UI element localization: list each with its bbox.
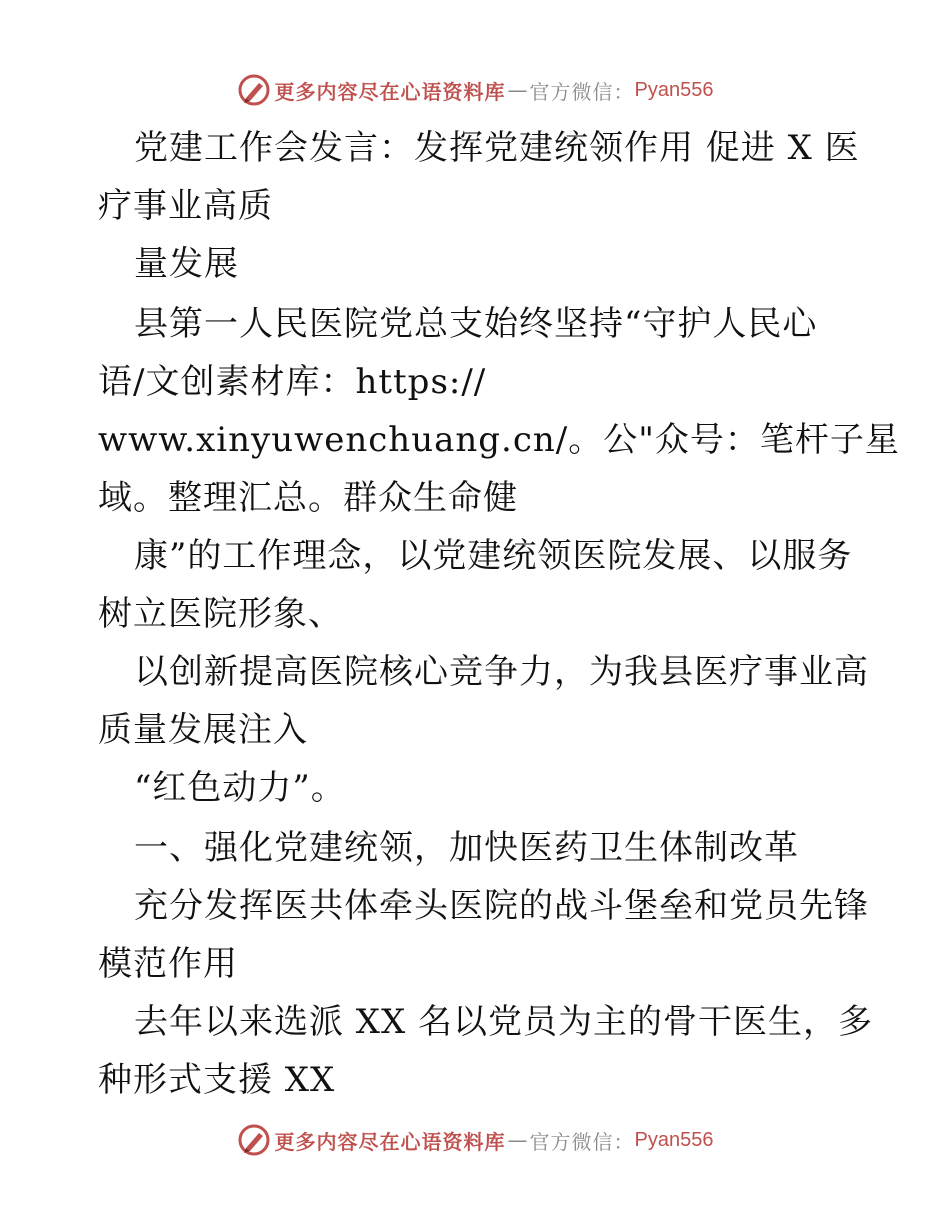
text-line: 树立医院形象、 (98, 594, 343, 634)
footer-watermark-banner (0, 1120, 950, 1160)
banner-wechat-id: Pyan556 (634, 1128, 714, 1151)
text-line: www.xinyuwenchuang.cn/。公"众号：笔杆子星 (98, 420, 900, 460)
banner-wechat-id: Pyan556 (634, 78, 714, 101)
banner-main-text: 更多内容尽在心语资料库 (274, 1129, 506, 1154)
text-line: “红色动力”。 (134, 768, 346, 808)
text-line: 域。整理汇总。群众生命健 (98, 478, 518, 518)
text-line: 党建工作会发言：发挥党建统领作用 促进 X 医 (134, 128, 860, 168)
text-line: 量发展 (134, 244, 239, 284)
text-line: 县第一人民医院党总支始终坚持“守护人民心 (134, 304, 818, 344)
text-line: 模范作用 (98, 944, 238, 984)
text-line: 质量发展注入 (98, 710, 308, 750)
pen-logo-icon (237, 1123, 271, 1157)
banner-main-text: 更多内容尽在心语资料库 (274, 79, 506, 104)
text-line: 充分发挥医共体牵头医院的战斗堡垒和党员先锋 (134, 886, 869, 926)
text-line: 以创新提高医院核心竞争力，为我县医疗事业高 (134, 652, 869, 692)
banner-label: 官方微信： (529, 79, 635, 104)
text-line: 去年以来选派 XX 名以党员为主的骨干医生，多 (134, 1002, 874, 1042)
banner-separator: — (507, 78, 528, 102)
text-line: 疗事业高质 (98, 186, 273, 226)
text-line: 语/文创素材库：https:// (98, 362, 487, 402)
section-heading: 一、强化党建统领，加快医药卫生体制改革 (134, 828, 799, 868)
text-line: 种形式支援 XX (98, 1060, 336, 1100)
text-line: 康”的工作理念，以党建统领医院发展、以服务 (134, 536, 853, 576)
banner-label: 官方微信： (529, 1129, 635, 1154)
banner-separator: — (507, 1128, 528, 1152)
